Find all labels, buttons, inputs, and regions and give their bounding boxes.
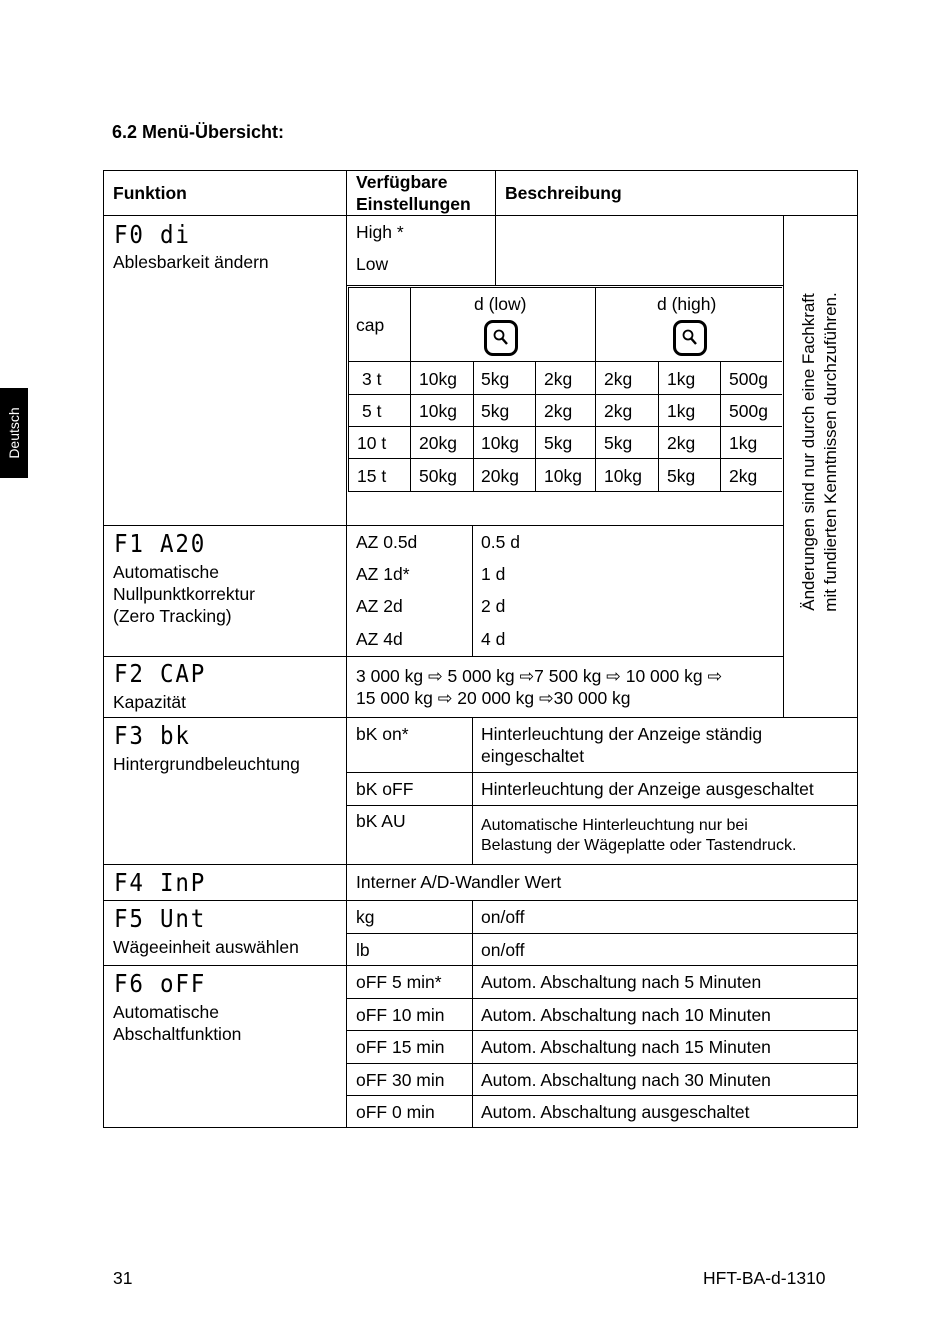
subtable-cell: 2kg	[667, 433, 696, 453]
f3-setting: bK oFF	[356, 779, 414, 799]
f2-capacity-line2: 15 000 kg ⇨ 20 000 kg ⇨30 000 kg	[356, 688, 631, 708]
f6-label-2: Abschaltfunktion	[113, 1024, 242, 1044]
f4-code: F4 InP	[114, 868, 207, 897]
f6-description: Autom. Abschaltung nach 30 Minuten	[481, 1070, 771, 1090]
f3-description: Belastung der Wägeplatte oder Tastendruck.	[481, 837, 797, 854]
f1-setting: AZ 2d	[356, 596, 403, 616]
f6-setting: oFF 0 min	[356, 1102, 435, 1122]
f5-setting: lb	[356, 940, 370, 960]
f1-setting: AZ 1d*	[356, 564, 410, 584]
f1-label-2: Nullpunktkorrektur	[113, 584, 255, 604]
subtable-cell: 10kg	[419, 401, 457, 421]
f6-description: Autom. Abschaltung nach 5 Minuten	[481, 972, 762, 992]
col-header-beschreibung: Beschreibung	[505, 183, 622, 203]
f3-description: Hinterleuchtung der Anzeige ausgeschaltet	[481, 779, 814, 799]
f3-code: F3 bk	[114, 721, 191, 750]
subtable-cell: 10kg	[481, 433, 519, 453]
col-header-einstellungen-1: Verfügbare	[356, 172, 448, 192]
subtable-cell: 10 t	[357, 433, 387, 453]
page-number: 31	[113, 1268, 133, 1288]
f1-description: 0.5 d	[481, 532, 520, 552]
f5-description: on/off	[481, 907, 525, 927]
f6-label-1: Automatische	[113, 1002, 220, 1022]
f2-capacity-line1: 3 000 kg ⇨ 5 000 kg ⇨7 500 kg ⇨ 10 000 kg ⇨	[356, 666, 723, 686]
subtable-cell: 2kg	[544, 369, 573, 389]
f6-setting: oFF 10 min	[356, 1005, 445, 1025]
subtable-cell: 50kg	[419, 466, 457, 486]
f6-setting: oFF 30 min	[356, 1070, 445, 1090]
language-tab	[0, 388, 28, 478]
subtable-cell: 1kg	[729, 433, 758, 453]
f5-setting: kg	[356, 907, 375, 927]
f3-label: Hintergrundbeleuchtung	[113, 754, 300, 774]
subtable-cell: 500g	[729, 369, 768, 389]
subtable-d-low-header: d (low)	[474, 294, 527, 314]
document-id: HFT-BA-d-1310	[703, 1268, 826, 1288]
subtable-cell: 5kg	[544, 433, 573, 453]
subtable-cell: 3 t	[362, 369, 382, 389]
f5-code: F5 Unt	[114, 904, 207, 933]
subtable-cell: 2kg	[604, 369, 633, 389]
subtable-cell: 5kg	[481, 401, 510, 421]
f1-setting: AZ 4d	[356, 629, 403, 649]
f1-code: F1 A20	[114, 529, 207, 558]
f1-label-1: Automatische	[113, 562, 220, 582]
f1-description: 4 d	[481, 629, 506, 649]
subtable-cell: 15 t	[357, 466, 387, 486]
f6-setting: oFF 15 min	[356, 1037, 445, 1057]
col-header-einstellungen-2: Einstellungen	[356, 194, 471, 214]
subtable-cell: 1kg	[667, 369, 696, 389]
f6-setting: oFF 5 min*	[356, 972, 442, 992]
f3-description: eingeschaltet	[481, 746, 585, 766]
vertical-note	[798, 292, 842, 611]
f4-description: Interner A/D-Wandler Wert	[356, 872, 562, 892]
f5-label: Wägeeinheit auswählen	[113, 937, 299, 957]
f3-setting: bK on*	[356, 724, 409, 744]
subtable-cell: 5 t	[362, 401, 382, 421]
subtable-cell: 2kg	[729, 466, 758, 486]
col-header-funktion: Funktion	[113, 183, 187, 203]
f0-label: Ablesbarkeit ändern	[113, 252, 269, 272]
f1-description: 1 d	[481, 564, 506, 584]
f3-setting: bK AU	[356, 811, 406, 831]
f0-setting-low: Low	[356, 254, 389, 274]
f0-setting-high: High *	[356, 222, 404, 242]
f6-description: Autom. Abschaltung ausgeschaltet	[481, 1102, 750, 1122]
subtable-cell: 20kg	[481, 466, 519, 486]
zoom-key-icon	[484, 320, 518, 356]
f5-description: on/off	[481, 940, 525, 960]
subtable-cell: 10kg	[604, 466, 642, 486]
subtable-cell: 10kg	[419, 369, 457, 389]
vertical-note-line2: mit fundierten Kenntnissen durchzuführen.	[821, 292, 840, 612]
subtable-cell: 5kg	[604, 433, 633, 453]
f2-code: F2 CAP	[114, 659, 207, 688]
section-heading: 6.2 Menü-Übersicht:	[112, 122, 285, 142]
zoom-key-icon	[673, 320, 707, 356]
f1-setting: AZ 0.5d	[356, 532, 418, 552]
subtable-cell: 1kg	[667, 401, 696, 421]
f3-description: Hinterleuchtung der Anzeige ständig	[481, 724, 763, 744]
subtable-cell: 10kg	[544, 466, 582, 486]
subtable-cell: 5kg	[667, 466, 696, 486]
f2-label: Kapazität	[113, 692, 186, 712]
subtable-cell: 500g	[729, 401, 768, 421]
f0-code: F0 di	[114, 220, 191, 249]
f6-code: F6 oFF	[114, 969, 207, 998]
f1-description: 2 d	[481, 596, 506, 616]
subtable-cell: 20kg	[419, 433, 457, 453]
language-tab-label: Deutsch	[6, 407, 22, 459]
subtable-cap-header: cap	[356, 315, 385, 335]
f3-description: Automatische Hinterleuchtung nur bei	[481, 817, 748, 834]
subtable-cell: 2kg	[604, 401, 633, 421]
f6-description: Autom. Abschaltung nach 15 Minuten	[481, 1037, 771, 1057]
f1-label-3: (Zero Tracking)	[113, 606, 232, 626]
f6-description: Autom. Abschaltung nach 10 Minuten	[481, 1005, 771, 1025]
vertical-note-line1: Änderungen sind nur durch eine Fachkraft	[799, 293, 818, 611]
subtable-cell: 2kg	[544, 401, 573, 421]
subtable-d-high-header: d (high)	[657, 294, 717, 314]
subtable-cell: 5kg	[481, 369, 510, 389]
